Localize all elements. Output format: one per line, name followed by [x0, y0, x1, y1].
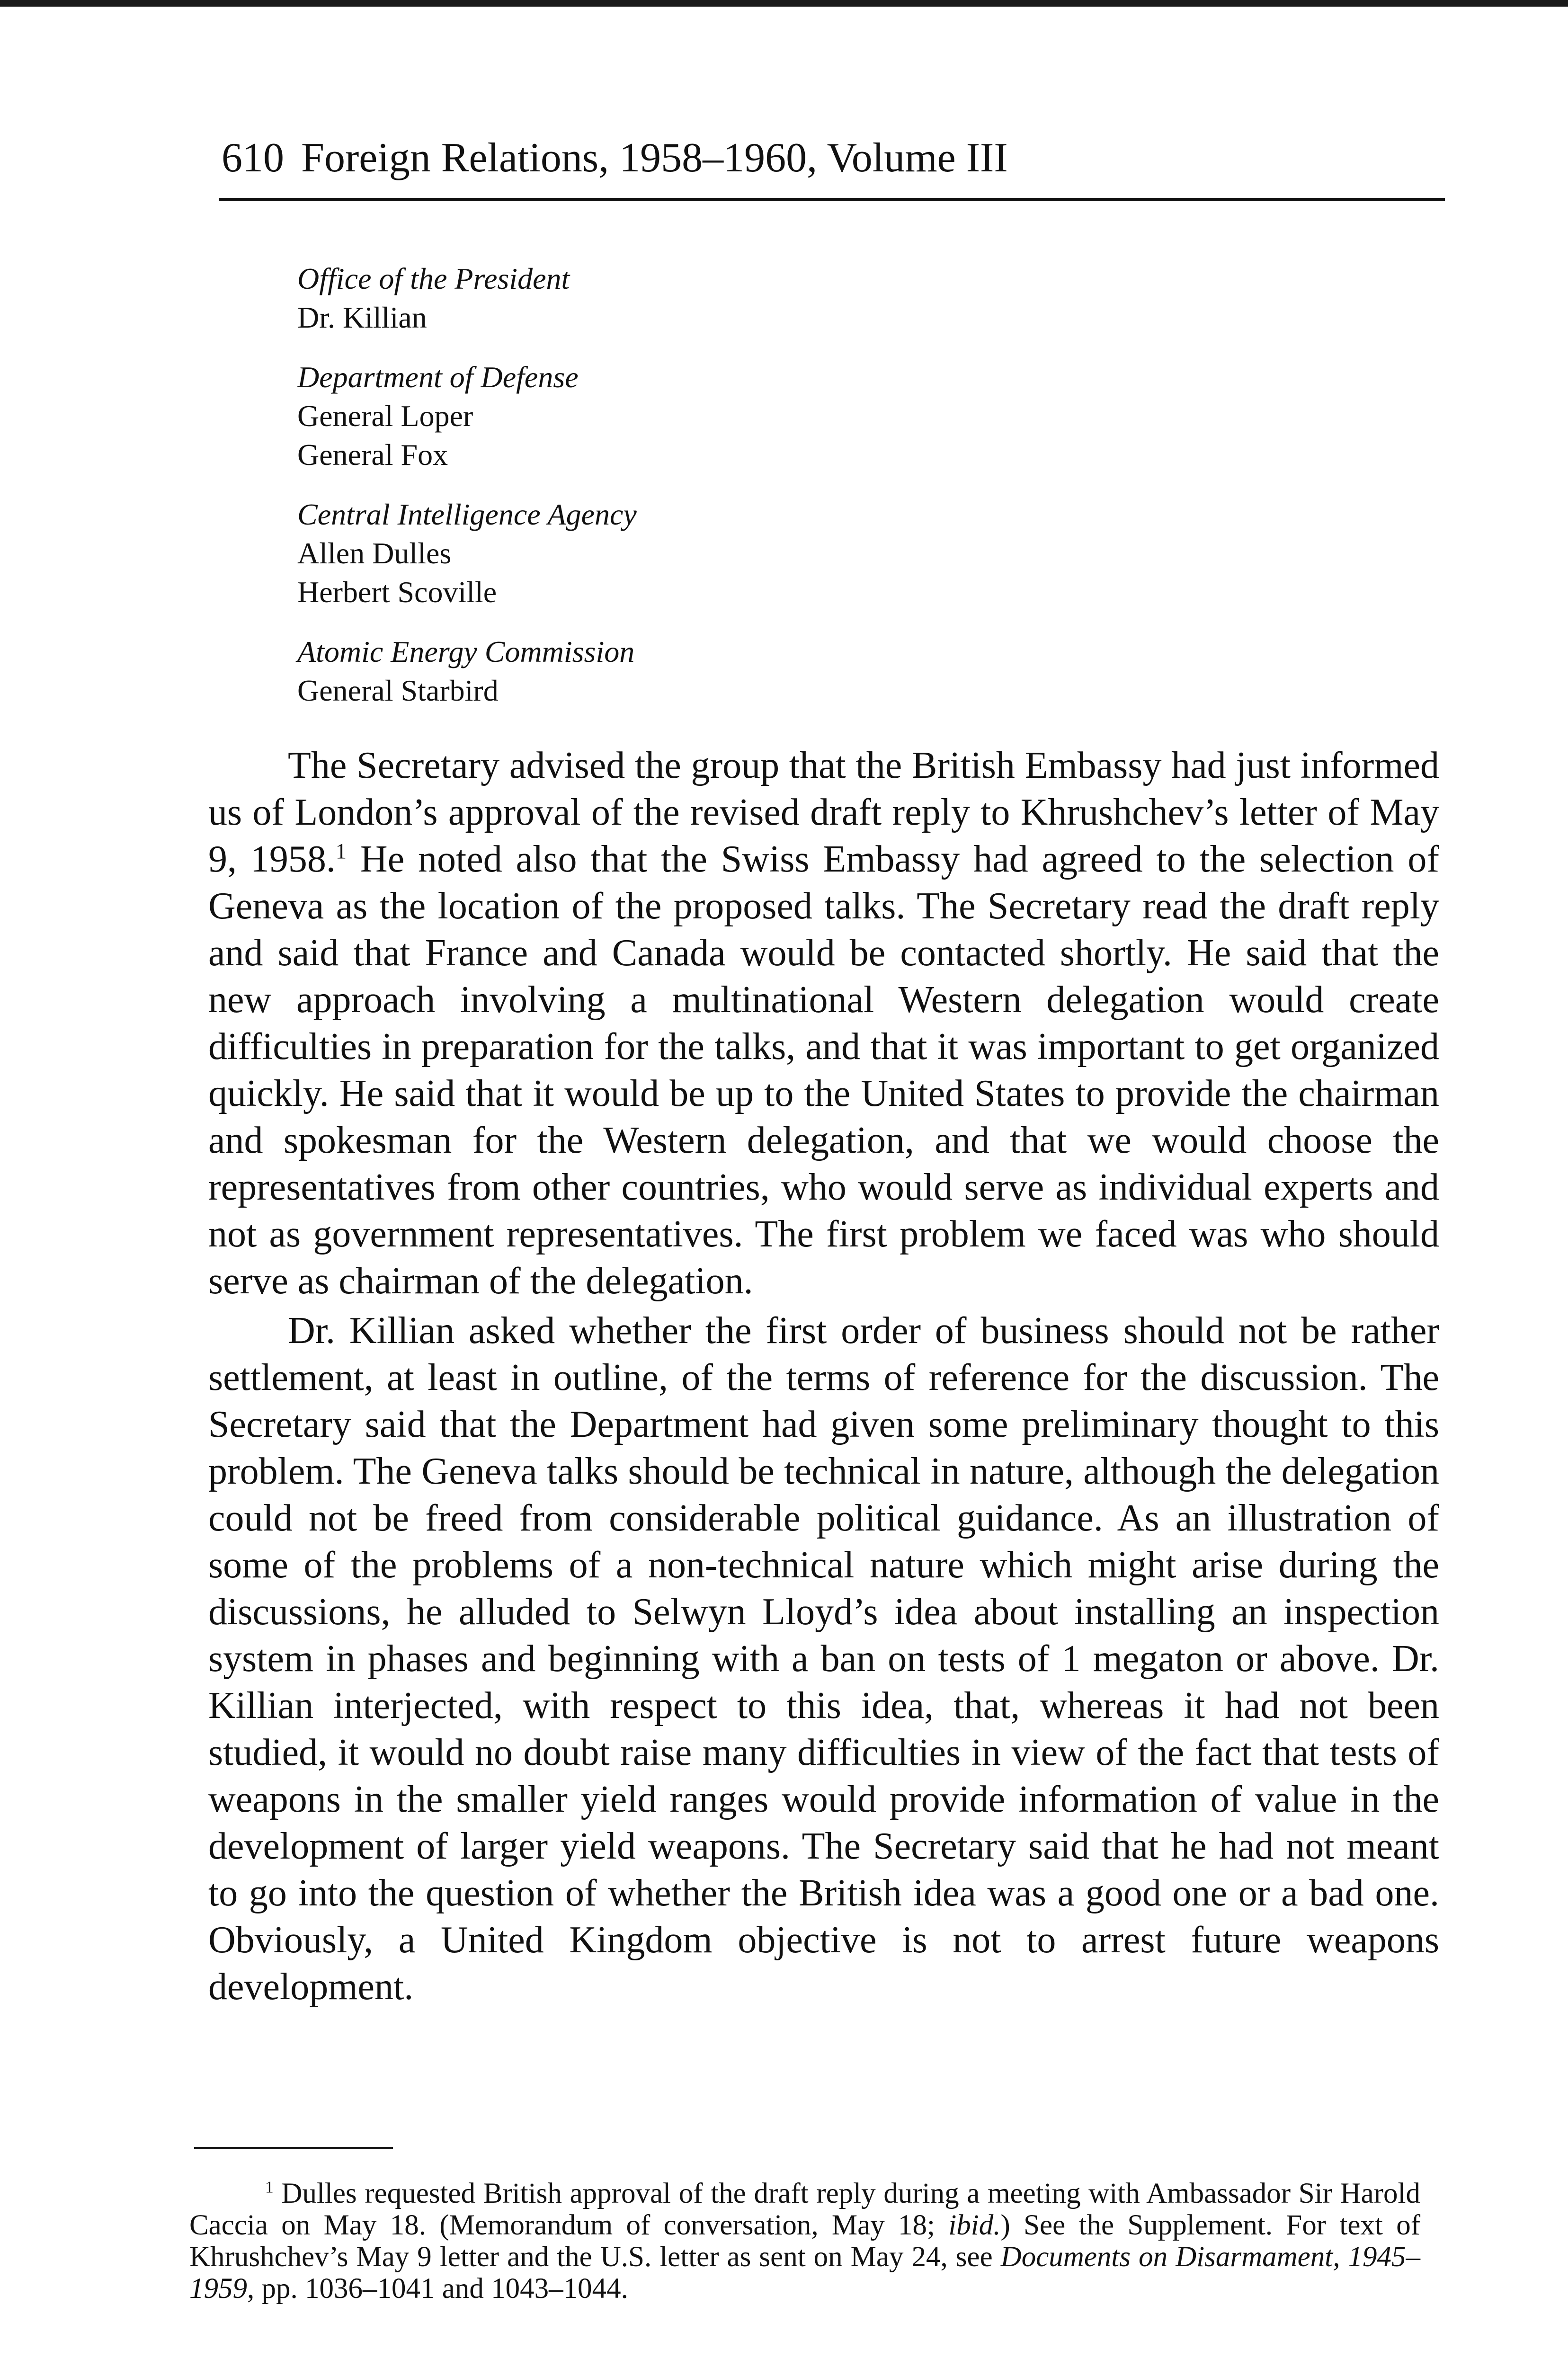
- footnote-reference: 1: [335, 839, 347, 864]
- attendee-name: Herbert Scoville: [297, 575, 497, 609]
- footnote-ibid: ibid.: [948, 2209, 1001, 2241]
- footnote-text: ) See the Supplement. For text of Khrushchev’s May 9 letter and the U.S. letter as sent on May 24, see: [189, 2209, 1421, 2273]
- footnote-paragraph: [189, 2178, 1420, 2305]
- page-number: 610: [222, 135, 284, 181]
- paragraph-text: The Secretary advised the group that the British Embassy had just informed us of London’s approval of the revised draft reply to Khrushchev’s letter of May 9, 1958.: [208, 745, 1439, 880]
- attendee-group: [297, 259, 1055, 337]
- footnote-text: , pp. 1036–1041 and 1043–1044.: [247, 2273, 628, 2305]
- header-rule: [219, 198, 1445, 201]
- scan-top-edge: [0, 0, 1568, 7]
- body-paragraph: Dr. Killian asked whether the first order of business should not be rather settlement, at least in outline, of the terms of reference for the discussion. The Secretary said that the Department had given some preliminary thought to this problem. The Geneva talks should be technical in nature, although the delegation could not be freed from considerable political guidance. As an illustration of some of the problems of a non-technical nature which might arise during the discussions, he alluded to Selwyn Lloyd’s idea about installing an inspection system in phases and beginning with a ban on tests of 1 megaton or above. Dr. Killian interjected, with respect to this idea, that, whereas it had not been studied, it would no doubt raise many difficulties in view of the fact that tests of weapons in the smaller yield ranges would provide information of value in the development of larger yield weapons. The Secretary said that he had not meant to go into the question of whether the British idea was a good one or a bad one. Obviously, a United Kingdom objective is not to arrest future weapons development.: [208, 1310, 1439, 2008]
- volume-title: Foreign Relations, 1958–1960, Volume III: [301, 135, 1008, 181]
- agency-name: Office of the President: [297, 262, 570, 295]
- attendee-name: Dr. Killian: [297, 301, 427, 334]
- attendee-name: Allen Dulles: [297, 536, 452, 570]
- attendee-group: [297, 358, 1055, 474]
- paragraph-text: He noted also that the Swiss Embassy had agreed to the selection of Geneva as the location of the proposed talks. The Secretary read the draft reply and said that France and Canada would be contacted shortly. He said that the new approach involving a multinational Western delegation would create difficulties in preparation for the talks, and that it was important to get organized quickly. He said that it would be up to the United States to provide the chairman and spokesman for the Western delegation, and that we would choose the representatives from other countries, who would serve as individual experts and not as government representatives. The first problem we faced was who should serve as chairman of the delegation.: [208, 838, 1440, 1302]
- footnote-rule: [194, 2147, 393, 2149]
- running-head: [222, 137, 1008, 179]
- footnote-marker: 1: [265, 2177, 274, 2197]
- footnote-source-title: Documents on Disarmament, 1945–1959: [189, 2241, 1421, 2305]
- attendee-name: General Fox: [297, 438, 448, 472]
- body-paragraph: [208, 742, 1439, 1305]
- attendee-group: [297, 495, 1055, 612]
- body-text: [208, 742, 1439, 2013]
- attendee-name: General Starbird: [297, 674, 499, 707]
- agency-name: Central Intelligence Agency: [297, 498, 637, 531]
- agency-name: Department of Defense: [297, 360, 579, 394]
- attendee-name: General Loper: [297, 399, 473, 433]
- attendee-group: [297, 632, 1055, 710]
- attendee-list: [297, 259, 1055, 731]
- agency-name: Atomic Energy Commission: [297, 635, 635, 668]
- footnote: [189, 2178, 1420, 2305]
- footnote-text: Dulles requested British approval of the draft reply during a meeting with Ambassador Sir Harold Caccia on May 18. (Memorandum of conversation, May 18;: [189, 2178, 1420, 2241]
